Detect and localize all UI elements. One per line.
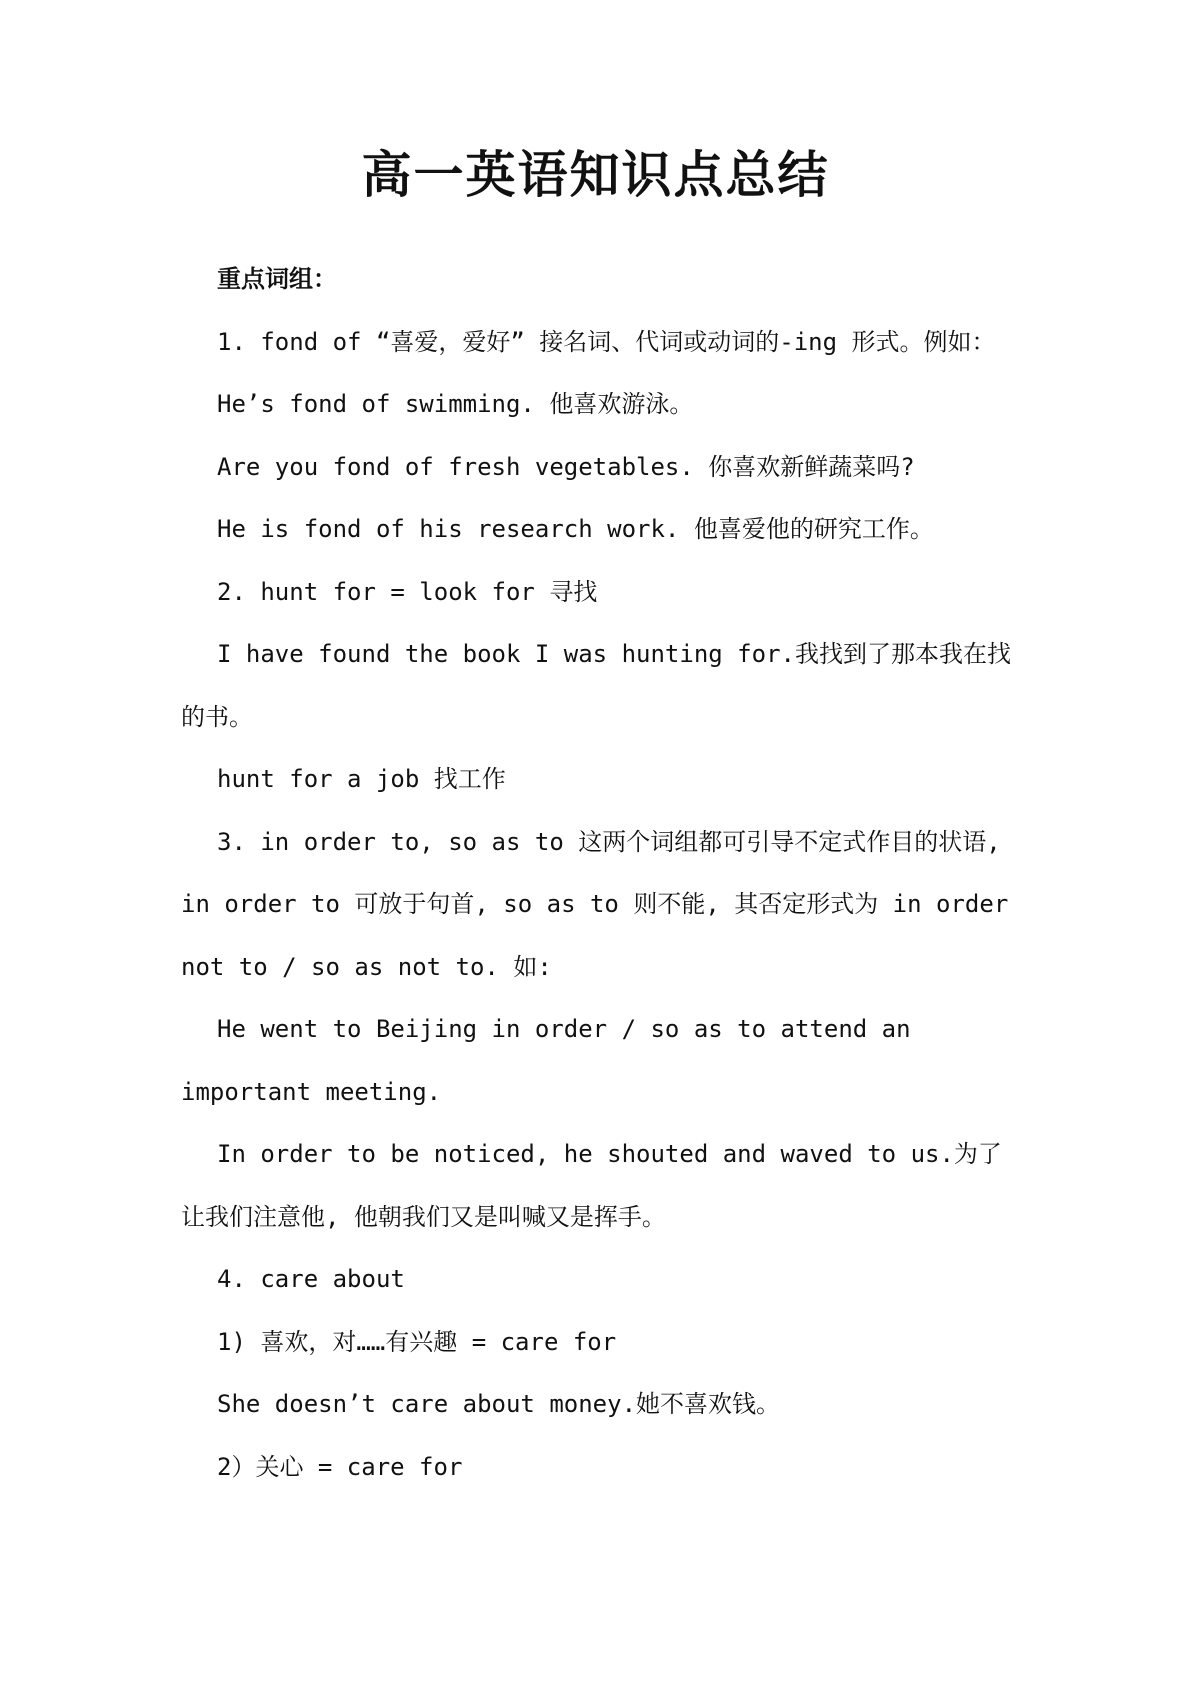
paragraph-7: hunt for a job 找工作 [217,765,506,793]
paragraph-5: 2. hunt for = look for 寻找 [217,577,598,606]
paragraph-2: He’s fond of swimming. 他喜欢游泳。 [217,390,694,418]
paragraph-4: He is fond of his research work. 他喜爱他的研究工作。 [217,515,934,543]
page-title: 高一英语知识点总结 [361,145,830,204]
paragraph-13: She doesn’t care about money.她不喜欢钱。 [217,1390,781,1418]
paragraph-9: He went to Beijing in order / so as to attend an important meeting. [181,1015,911,1106]
paragraph-14: 2）关心 = care for [217,1452,463,1481]
paragraph-11: 4. care about [217,1265,405,1293]
paragraph-10: In order to be noticed, he shouted and waved to us.为了让我们注意他, 他朝我们又是叫喊又是挥手。 [181,1140,1002,1231]
paragraph-1: 1. fond of “喜爱，爱好” 接名词、代词或动词的-ing 形式。例如： [217,327,996,356]
paragraph-6: I have found the book I was hunting for.我找到了那本我在找的书。 [181,640,1011,731]
paragraph-3: Are you fond of fresh vegetables. 你喜欢新鲜蔬菜吗? [217,452,915,481]
section-heading: 重点词组： [217,265,337,293]
paragraph-8: 3. in order to, so as to 这两个词组都可引导不定式作目的状语, in order to 可放于句首, so as to 则不能, 其否定形式为 in order not to / so as not to. 如: [181,827,1009,981]
document-body [181,248,1021,1498]
paragraph-12: 1) 喜欢，对……有兴趣 = care for [217,1327,617,1356]
